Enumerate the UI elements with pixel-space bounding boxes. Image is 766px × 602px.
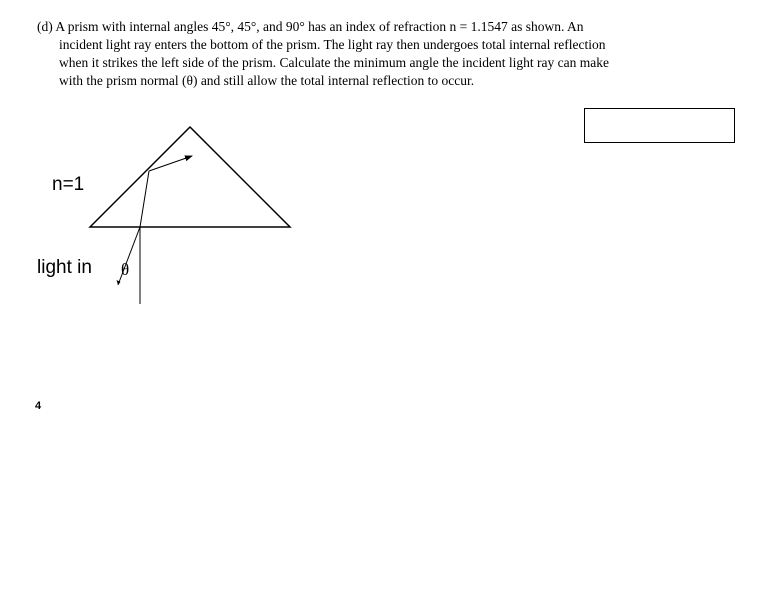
question-line-4: with the prism normal (θ) and still allow the total internal reflection to occur. (59, 73, 475, 88)
question-line-3: when it strikes the left side of the prism. Calculate the minimum angle the incident light ray can make (59, 55, 609, 70)
theta-label: θ (121, 260, 130, 279)
page-number: 4 (35, 400, 42, 412)
refracted-ray (140, 171, 149, 227)
question-line-2: incident light ray enters the bottom of the prism. The light ray then undergoes total internal reflection (59, 37, 606, 52)
medium-label: n=1 (52, 174, 85, 195)
reflected-ray (149, 156, 192, 171)
prism-triangle (90, 127, 290, 227)
light-in-label: light in (37, 257, 92, 278)
question-line-1: (d) A prism with internal angles 45°, 45°, and 90° has an index of refraction n = 1.1547 as shown. An (37, 19, 584, 34)
